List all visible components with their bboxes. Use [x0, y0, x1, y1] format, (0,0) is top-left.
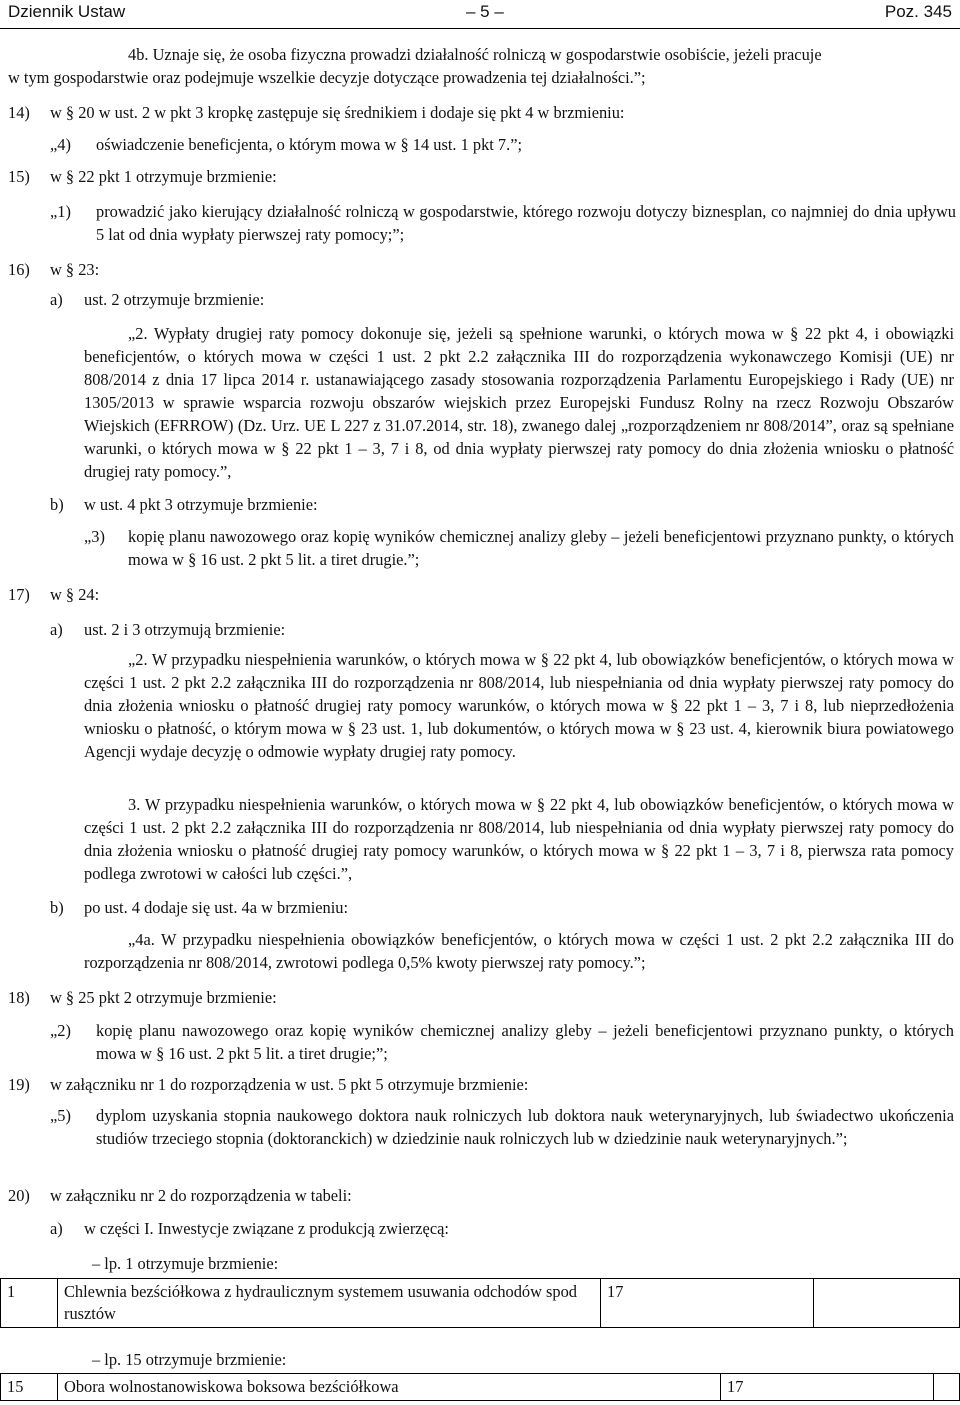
paragraph-4b-line-2: w tym gospodarstwie oraz podejmuje wszelkie decyzje dotyczące prowadzenia tej działalności.”;	[8, 68, 646, 87]
item-18-number: 18)	[8, 988, 30, 1007]
item-16b-letter: b)	[50, 495, 64, 514]
dash-item-lp-15: – lp. 15 otrzymuje brzmienie:	[92, 1350, 287, 1369]
item-17a-quote-3: 3. W przypadku niespełnienia warunków, o których mowa w § 22 pkt 4, lub obowiązków beneficjentów, o których mowa w części 1 ust. 2 pkt 2.2 załącznika III do rozporządzenia nr 808/2014, lub niespełniania od dnia wypłaty pierwszej raty pomocy do dnia złożenia wniosku o płatność drugiej raty pomocy warunków, o których mowa w § 22 pkt 1 – 3, 7 i 8, pierwsza rata pomocy podlega zwrotowi w całości lub części.”,	[84, 795, 954, 883]
dash-item-lp-1: – lp. 1 otrzymuje brzmienie:	[92, 1254, 279, 1273]
item-14-quote-number: „4)	[50, 135, 71, 154]
page-number: – 5 –	[466, 2, 504, 21]
item-16b-quote-number: „3)	[84, 527, 105, 546]
item-18-text: w § 25 pkt 2 otrzymuje brzmienie:	[50, 988, 277, 1007]
item-20-number: 20)	[8, 1186, 30, 1205]
item-20-text: w załączniku nr 2 do rozporządzenia w tabeli:	[50, 1186, 352, 1205]
cell-lp: 1	[1, 1279, 58, 1328]
position-number: Poz. 345	[884, 2, 952, 21]
page-header	[0, 0, 960, 29]
item-15-quote-text: prowadzić jako kierujący działalność rolniczą w gospodarstwie, którego rozwoju dotyczy biznesplan, co najmniej do dnia upływu 5 lat od dnia wypłaty pierwszej raty pomocy;”;	[96, 202, 956, 244]
table-row-lp-15	[0, 1373, 960, 1401]
item-17a-quote-2: „2. W przypadku niespełnienia warunków, o których mowa w § 22 pkt 4, lub obowiązków beneficjentów, o których mowa w części 1 ust. 2 pkt 2.2 załącznika III do rozporządzenia nr 808/2014, lub niespełniania od dnia wypłaty pierwszej raty pomocy do dnia złożenia wniosku o płatność drugiej raty pomocy warunków, o których mowa w § 22 pkt 1 – 3, 7 i 8, lub nieprzedłożenia wniosku o płatność, o którym mowa w § 23 ust. 1, lub dokumentów, o których mowa w § 23 ust. 4, kierownik biura powiatowego Agencji wydaje decyzję o odmowie wypłaty drugiej raty pomocy.	[84, 650, 954, 761]
cell-lp: 15	[1, 1374, 58, 1401]
item-17-text: w § 24:	[50, 585, 100, 604]
item-19-text: w załączniku nr 1 do rozporządzenia w ust. 5 pkt 5 otrzymuje brzmienie:	[50, 1075, 529, 1094]
item-16a-text: ust. 2 otrzymuje brzmienie:	[84, 290, 265, 309]
item-19-quote-text: dyplom uzyskania stopnia naukowego doktora nauk rolniczych lub doktora nauk weterynaryjnych, lub świadectwo ukończenia studiów trzeciego stopnia (doktoranckich) w dziedzinie nauk rolniczych lub w dziedzinie nauk weterynaryjnych.”;	[96, 1106, 954, 1148]
item-16-text: w § 23:	[50, 260, 100, 279]
item-16a-quote: „2. Wypłaty drugiej raty pomocy dokonuje się, jeżeli są spełnione warunki, o których mowa w § 22 pkt 4, i obowiązki beneficjentów, o których mowa w części 1 ust. 2 pkt 2.2 załącznika III do rozporządzenia wykonawczego Komisji (UE) nr 808/2014 z dnia 17 lipca 2014 r. ustanawiającego zasady stosowania rozporządzenia Parlamentu Europejskiego i Rady (UE) nr 1305/2013 w sprawie wsparcia rozwoju obszarów wiejskich przez Europejski Fundusz Rolny na rzecz Rozwoju Obszarów Wiejskich (EFRROW) (Dz. Urz. UE L 227 z 31.07.2014, str. 18), zwanego dalej „rozporządzeniem nr 808/2014”, oraz są spełniane warunki, o których mowa w § 22 pkt 1 – 3, 7 i 8, od dnia wypłaty pierwszej raty pomocy do dnia złożenia wniosku o płatność drugiej raty pomocy.”,	[84, 324, 954, 481]
item-19-number: 19)	[8, 1075, 30, 1094]
item-14-text: w § 20 w ust. 2 w pkt 3 kropkę zastępuje się średnikiem i dodaje się pkt 4 w brzmieniu:	[50, 103, 625, 122]
paragraph-4b-line-1: 4b. Uznaje się, że osoba fizyczna prowadzi działalność rolniczą w gospodarstwie osobiście, jeżeli pracuje	[128, 45, 822, 64]
item-17b-letter: b)	[50, 898, 64, 917]
item-20a-text: w części I. Inwestycje związane z produkcją zwierzęcą:	[84, 1219, 449, 1238]
item-15-number: 15)	[8, 167, 30, 186]
item-15-text: w § 22 pkt 1 otrzymuje brzmienie:	[50, 167, 277, 186]
cell-empty	[934, 1374, 960, 1401]
item-17-number: 17)	[8, 585, 30, 604]
cell-investment-name: Chlewnia bezściółkowa z hydraulicznym systemem usuwania odchodów spod rusztów	[58, 1279, 601, 1328]
item-17a-letter: a)	[50, 620, 63, 639]
cell-investment-name: Obora wolnostanowiskowa boksowa bezściółkowa	[58, 1374, 721, 1401]
item-18-quote-number: „2)	[50, 1021, 71, 1040]
item-17b-quote: „4a. W przypadku niespełnienia obowiązków beneficjentów, o których mowa w części 1 ust. 2 pkt 2.2 załącznika III do rozporządzenia nr 808/2014, zwrotowi podlega 0,5% kwoty pierwszej raty pomocy.”;	[84, 930, 954, 972]
item-15-quote-number: „1)	[50, 202, 71, 221]
item-16b-quote-text: kopię planu nawozowego oraz kopię wyników chemicznej analizy gleby – jeżeli beneficjentowi przyznano punkty, o których mowa w § 16 ust. 2 pkt 5 lit. a tiret drugie.”;	[128, 527, 954, 569]
item-16a-letter: a)	[50, 290, 63, 309]
item-20a-letter: a)	[50, 1219, 63, 1238]
cell-empty	[814, 1279, 960, 1328]
journal-title: Dziennik Ustaw	[8, 2, 126, 21]
item-16-number: 16)	[8, 260, 30, 279]
item-17a-text: ust. 2 i 3 otrzymują brzmienie:	[84, 620, 286, 639]
item-19-quote-number: „5)	[50, 1106, 71, 1125]
item-14-number: 14)	[8, 103, 30, 122]
item-14-quote-text: oświadczenie beneficjenta, o którym mowa w § 14 ust. 1 pkt 7.”;	[96, 135, 523, 154]
cell-value: 17	[721, 1374, 934, 1401]
item-18-quote-text: kopię planu nawozowego oraz kopię wyników chemicznej analizy gleby – jeżeli beneficjentowi przyznano punkty, o których mowa w § 16 ust. 2 pkt 5 lit. a tiret drugie;”;	[96, 1021, 954, 1063]
table-row-lp-1	[0, 1278, 960, 1328]
cell-value: 17	[601, 1279, 814, 1328]
item-16b-text: w ust. 4 pkt 3 otrzymuje brzmienie:	[84, 495, 318, 514]
item-17b-text: po ust. 4 dodaje się ust. 4a w brzmieniu:	[84, 898, 349, 917]
